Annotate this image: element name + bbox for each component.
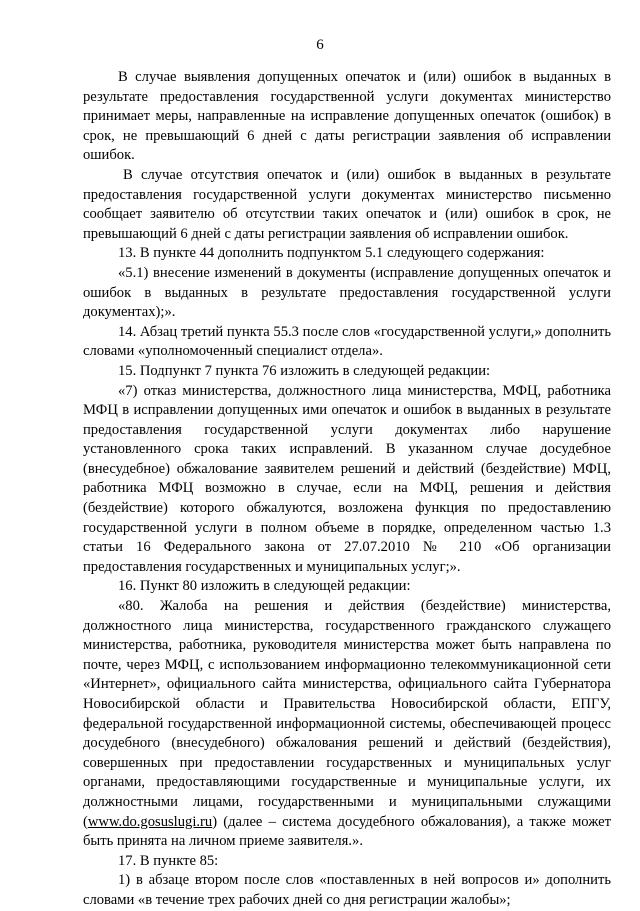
- paragraph-item-14: 14. Абзац третий пункта 55.3 после слов «государственной услуги,» дополнить словами «уполномоченный специалист отдела».: [83, 323, 611, 360]
- paragraph-subitem-7: «7) отказ министерства, должностного лица министерства, МФЦ, работника МФЦ в исправлении допущенных ими опечаток и ошибок в выданных в результате предоставления государственной услуги документах либо нарушение установленного срока таких исправлений. В указанном случае досудебное (внесудебное) обжалование заявителем решений и действий (бездействие) МФЦ, работника МФЦ возможно в случае, если на МФЦ, решения и действия (бездействие) которого обжалуются, возложена функция по предоставлению государственной услуги в полном объеме в порядке, определенном частью 1.3 статьи 16 Федерального закона от 27.07.2010 № 210 «Об организации предоставления государственных и муниципальных услуг;».: [83, 382, 611, 575]
- item-80-text-end: ) (далее – система досудебного обжалования), а также может быть принята на личном приеме заявителя.».: [83, 813, 611, 850]
- paragraph-no-correction: В случае отсутствия опечаток и (или) ошибок в выданных в результате предоставления государственной услуги документах министерство письменно сообщает заявителю об отсутствии таких опечаток и (или) ошибок в срок, не превышающий 6 дней с даты регистрации заявления об исправлении ошибок.: [83, 166, 611, 242]
- paragraph-item-80: [83, 597, 611, 852]
- paragraph-subitem-5-1: «5.1) внесение изменений в документы (исправление допущенных опечаток и ошибок в выданных в результате предоставления государственной услуги документах);».: [83, 264, 611, 321]
- paragraph-item-13: 13. В пункте 44 дополнить подпунктом 5.1 следующего содержания:: [118, 245, 545, 262]
- paragraph-item-15: 15. Подпункт 7 пункта 76 изложить в следующей редакции:: [118, 362, 491, 379]
- document-body: [83, 68, 611, 911]
- paragraph-item-16: 16. Пункт 80 изложить в следующей редакции:: [118, 578, 411, 595]
- paragraph-item-17: 17. В пункте 85:: [118, 852, 219, 869]
- paragraph-item-17-1: 1) в абзаце втором после слов «поставленных в ней вопросов и» дополнить словами «в течение трех рабочих дней со дня регистрации жалобы»;: [83, 872, 611, 908]
- paragraph-correction-found: В случае выявления допущенных опечаток и (или) ошибок в выданных в результате предоставления государственной услуги документах министерство принимает меры, направленные на исправление допущенных опечаток (ошибок) в срок, не превышающий 6 дней с даты регистрации заявления об исправлении ошибок.: [83, 69, 611, 164]
- page-number: 6: [316, 37, 324, 53]
- item-80-text-start: «80. Жалоба на решения и действия (бездействие) министерства, должностного лица министерства, государственного гражданского служащего министерства, работника, руководителя министерства может быть направлена по почте, через МФЦ, с использованием информационно телекоммуникационной сети «Интернет», официального сайта министерства, официального сайта Губернатора Новосибирской области и Правительства Новосибирской области, ЕПГУ, федеральной государственной информационной системы, обеспечивающей процесс досудебного (внесудебного) обжалования решений и действий (бездействия), совершенных при предоставлении государственных и муниципальных услуг органами, предоставляющими государственные и муниципальные услуги, их должностными лицами, государственными и муниципальными служащими (: [83, 598, 611, 830]
- gosuslugi-link[interactable]: www.do.gosuslugi.ru: [87, 813, 213, 830]
